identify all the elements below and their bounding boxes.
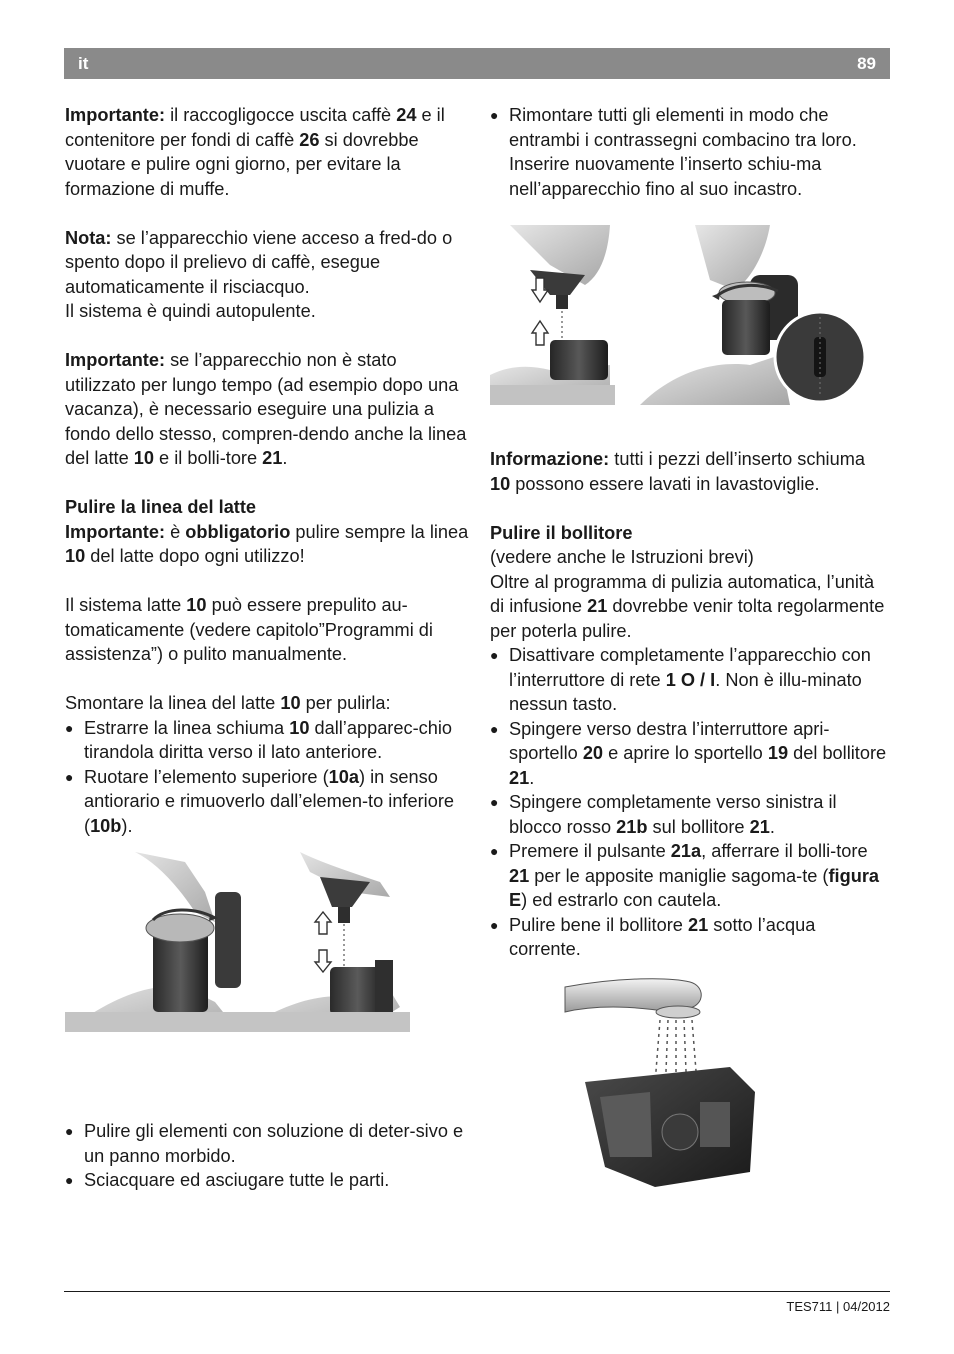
list-item: ● Rimontare tutti gli elementi in modo che entrambi i contrassegni combacino tra loro. Inserire nuovamente l’inserto schiu-ma nell’apparecchio fino al suo incastro. — [490, 103, 890, 201]
paragraph-boiler-intro: (vedere anche le Istruzioni brevi) Oltre al programma di pulizia automatica, l’unità di infusione 21 dovrebbe venir tolta regolarmente per poterla pulire. — [490, 547, 885, 641]
list-item: ● Spingere completamente verso sinistra il blocco rosso 21b sul bollitore 21. — [490, 790, 890, 839]
section-title-milk-line: Pulire la linea del latte — [65, 497, 257, 517]
bullet-list-boiler — [490, 643, 890, 962]
list-item: ● Premere il pulsante 21a, afferrare il bolli-tore 21 per le apposite maniglie sagoma-te (figura E) ed estrarlo con cautela. — [490, 839, 890, 913]
paragraph-info-dishwasher: Informazione: tutti i pezzi dell’inserto schiuma 10 possono essere lavati in lavastoviglie. — [490, 449, 865, 494]
paragraph-milk-system: Il sistema latte 10 può essere prepulito au-tomaticamente (vedere capitolo”Programmi di assistenza”) o pulito manualmente. — [65, 595, 433, 664]
illustration-milk-frother-reassembly — [490, 225, 870, 405]
list-item: ● Ruotare l’elemento superiore (10a) in senso antiorario e rimuoverlo dall’elemen-to inferiore (10b). — [65, 765, 470, 839]
bullet-list-clean — [65, 1119, 470, 1193]
footer-model-date: TES711 | 04/2012 — [786, 1299, 890, 1314]
page-number: 89 — [857, 54, 876, 73]
bullet-list-disassemble — [65, 716, 470, 839]
section-title-boiler: Pulire il bollitore — [490, 522, 633, 543]
paragraph-important-long-idle: Importante: se l’apparecchio non è stato utilizzato per lungo tempo (ad esempio dopo una vacanza), è necessario eseguire una pulizia a fondo dello stesso, compren-dendo anche la linea del latte 10 e il bolli-tore 21. — [65, 350, 467, 468]
illustration-boiler-under-tap — [560, 972, 820, 1197]
left-column — [65, 103, 470, 1193]
list-item: ● Disattivare completamente l’apparecchio con l’interruttore di rete 1 O / I. Non è illu-minato nessun tasto. — [490, 643, 890, 717]
list-item: ● Pulire bene il bollitore 21 sotto l’acqua corrente. — [490, 913, 890, 962]
header-bar — [64, 48, 890, 79]
language-code: it — [78, 54, 89, 73]
paragraph-disassemble: Smontare la linea del latte 10 per pulirla: — [65, 693, 391, 713]
footer-divider — [64, 1291, 890, 1292]
paragraph-important-drip-tray: Importante: il raccogligocce uscita caffè 24 e il contenitore per fondi di caffè 26 si dovrebbe vuotare e pulire ogni giorno, per evitare la formazione di muffe. — [65, 105, 445, 199]
illustration-milk-frother-disassembly — [65, 852, 470, 1077]
bullet-list-reassemble — [490, 103, 890, 201]
list-item: ● Sciacquare ed asciugare tutte le parti. — [65, 1168, 470, 1193]
list-item: ● Estrarre la linea schiuma 10 dall’apparec-chio tirandola diritta verso il lato anteriore. — [65, 716, 470, 765]
paragraph-important-milk: Importante: è obbligatorio pulire sempre la linea 10 del latte dopo ogni utilizzo! — [65, 521, 469, 566]
list-item: ● Spingere verso destra l’interruttore apri-sportello 20 e aprire lo sportello 19 del bollitore 21. — [490, 717, 890, 791]
paragraph-note-rinse: Nota: se l’apparecchio viene acceso a fred-do o spento dopo il prelievo di caffè, esegue automaticamente il risciacquo. Il sistema è quindi autopulente. — [65, 227, 453, 321]
list-item: ● Pulire gli elementi con soluzione di deter-sivo e un panno morbido. — [65, 1119, 470, 1168]
right-column — [490, 103, 890, 1197]
